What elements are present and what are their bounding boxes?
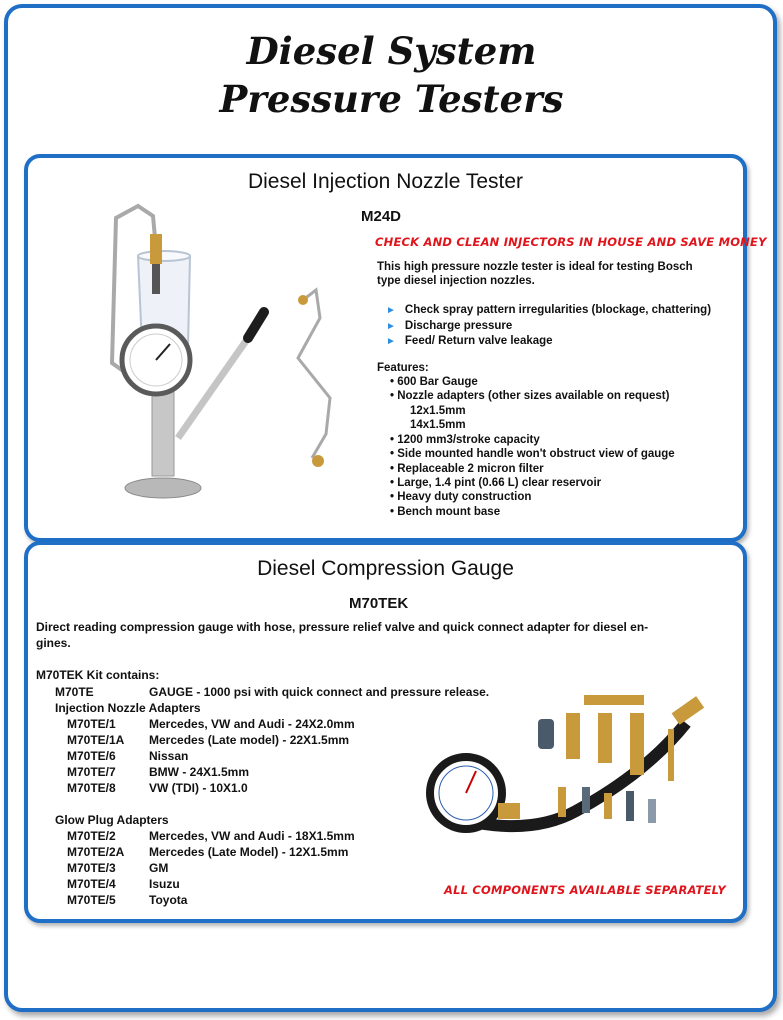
nozzle-tester-model: M24D (361, 208, 402, 225)
feature-item: • 600 Bar Gauge (390, 376, 478, 388)
adapter-code: M70TE/7 (67, 765, 116, 779)
glow-plug-adapters-label: Glow Plug Adapters (55, 813, 169, 827)
adapter-desc: Isuzu (149, 877, 180, 891)
page-title-line2: Pressure Testers (219, 77, 564, 121)
injection-adapters-label: Injection Nozzle Adapters (55, 701, 201, 715)
triangle-bullet-icon: ► (386, 336, 396, 347)
adapter-desc: Mercedes, VW and Audi - 24X2.0mm (149, 717, 355, 731)
feature-item: • Replaceable 2 micron filter (390, 463, 544, 475)
adapter-code: M70TE/2 (67, 829, 116, 843)
feature-item: • Nozzle adapters (other sizes available on request) (390, 390, 670, 402)
triangle-bullet-icon: ► (386, 320, 396, 332)
adapter-desc: Mercedes, VW and Audi - 18X1.5mm (149, 829, 355, 843)
compression-gauge-title: Diesel Compression Gauge (257, 557, 514, 580)
check-item: ► Discharge pressure (386, 319, 513, 332)
nozzle-tester-promo: CHECK AND CLEAN INJECTORS IN HOUSE AND SAVE MONEY (375, 235, 767, 249)
feature-item: • Large, 1.4 pint (0.66 L) clear reservoir (390, 477, 602, 489)
feature-item: • Heavy duty construction (390, 491, 532, 503)
gauge-desc: GAUGE - 1000 psi with quick connect and pressure release. (149, 685, 490, 699)
feature-item: 12x1.5mm (410, 405, 466, 417)
adapter-desc: Mercedes (Late Model) - 12X1.5mm (149, 845, 349, 859)
adapter-code: M70TE/8 (67, 781, 116, 795)
adapter-code: M70TE/1 (67, 717, 116, 731)
triangle-bullet-icon: ► (386, 305, 396, 316)
nozzle-tester-checks (386, 303, 711, 350)
adapter-code: M70TE/5 (67, 893, 116, 907)
adapter-code: M70TE/4 (67, 877, 116, 891)
nozzle-tester-image (98, 198, 378, 508)
compression-gauge-promo: ALL COMPONENTS AVAILABLE SEPARATELY (444, 883, 726, 897)
feature-item: • Side mounted handle won't obstruct view of gauge (390, 448, 675, 460)
adapter-code: M70TE/6 (67, 749, 116, 763)
nozzle-tester-description-line2: type diesel injection nozzles. (377, 275, 535, 287)
compression-gauge-model: M70TEK (349, 595, 409, 612)
adapter-desc: VW (TDI) - 10X1.0 (149, 781, 248, 795)
kit-contents-label: M70TEK Kit contains: (36, 668, 160, 682)
compression-gauge-section (24, 541, 747, 923)
compression-gauge-kit-image (416, 683, 726, 878)
page-title-line1: Diesel System (246, 29, 537, 73)
adapter-desc: Nissan (149, 749, 189, 763)
nozzle-tester-section (24, 154, 767, 542)
features-label: Features: (377, 362, 429, 374)
feature-item: 14x1.5mm (410, 419, 466, 431)
nozzle-tester-description-line1: This high pressure nozzle tester is ideal for testing Bosch (377, 261, 693, 273)
adapter-code: M70TE/3 (67, 861, 116, 875)
adapter-desc: GM (149, 861, 169, 875)
adapter-code: M70TE/2A (67, 845, 125, 859)
feature-item: • 1200 mm3/stroke capacity (390, 434, 540, 446)
adapter-desc: BMW - 24X1.5mm (149, 765, 250, 779)
check-item: ► Feed/ Return valve leakage (386, 335, 553, 347)
compression-gauge-description-line2: gines. (36, 636, 71, 650)
check-item: ► Check spray pattern irregularities (blockage, chattering) (386, 304, 712, 316)
nozzle-tester-title: Diesel Injection Nozzle Tester (247, 170, 524, 193)
adapter-code: M70TE/1A (67, 733, 125, 747)
adapter-desc: Toyota (149, 893, 188, 907)
feature-item: • Bench mount base (390, 506, 501, 518)
compression-gauge-description-line1: Direct reading compression gauge with hose, pressure relief valve and quick connect adapter for diesel en- (36, 620, 649, 634)
gauge-code: M70TE (55, 685, 94, 699)
adapter-desc: Mercedes (Late model) - 22X1.5mm (149, 733, 350, 747)
